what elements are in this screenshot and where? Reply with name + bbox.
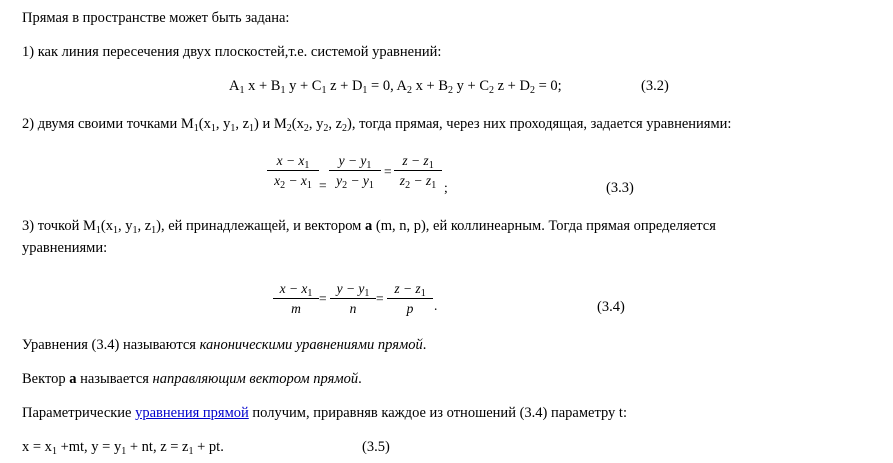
equation-3-3-number: (3.3) (606, 180, 634, 196)
eq34-fraction-z: $\frac{z - z_1}{p}$ (387, 280, 433, 317)
equations-of-line-link[interactable]: уравнения прямой (135, 405, 249, 421)
eq33-fraction-y: $\frac{y - y_1}{y_2 - y_1}$ (329, 152, 381, 189)
item3-text: 3) точкой $M_1(x_1$, $y_1$, $z_1$), ей принадлежащей, и вектором a (m, n, p), ей коллинеарным. Тогда прямая определяется (22, 218, 716, 236)
equation-3-5-number: (3.5) (362, 439, 390, 455)
eq34-equals-1: = (319, 291, 327, 306)
item3-text-line2: уравнениями: (22, 240, 108, 256)
canonical-text: Уравнения (3.4) называются каноническими уравнениями прямой. (22, 337, 427, 353)
eq34-period: . (434, 298, 438, 313)
eq33-fraction-z: $\frac{z - z_1}{z_2 - z_1}$ (394, 152, 442, 189)
eq33-semicolon: ; (444, 180, 448, 195)
eq33-equals-2: = (384, 164, 392, 179)
eq34-fraction-y: $\frac{y - y_1}{n}$ (330, 280, 376, 317)
equation-3-4-number: (3.4) (597, 299, 625, 315)
eq34-fraction-x: $\frac{x - x_1}{m}$ (273, 280, 319, 317)
item2-text: 2) двумя своими точками $M_1(x_1$, $y_1$, $z_1$) и $M_2(x_2$, $y_2$, $z_2$), тогда прямая, через них проходящая, задается уравнениями: (22, 116, 732, 134)
equation-3-5: $x = x_1 +mt$, $y = y_1$ + nt, $z = z_1$ + pt. (22, 439, 224, 457)
parametric-text: Параметрические уравнения прямой получим, приравняв каждое из отношений (3.4) параметру t: (22, 405, 627, 421)
equation-3-2-number: (3.2) (641, 78, 669, 94)
eq34-equals-2: = (376, 291, 384, 306)
intro-text: Прямая в пространстве может быть задана: (22, 10, 290, 26)
eq33-equals-1: = (319, 178, 327, 193)
item1-text: 1) как линия пересечения двух плоскостей,т.е. системой уравнений: (22, 44, 442, 60)
equation-3-2: $A_1$ $x + B_1$ $y + C_1$ $z + D_1 = 0$, $A_2$ $x + B_2$ $y + C_2$ $z + D_2 = 0$; (229, 78, 562, 96)
vector-text: Вектор a называется направляющим вектором прямой. (22, 371, 362, 387)
eq33-fraction-x: $\frac{x - x_1}{x_2 - x_1}$ (267, 152, 319, 189)
